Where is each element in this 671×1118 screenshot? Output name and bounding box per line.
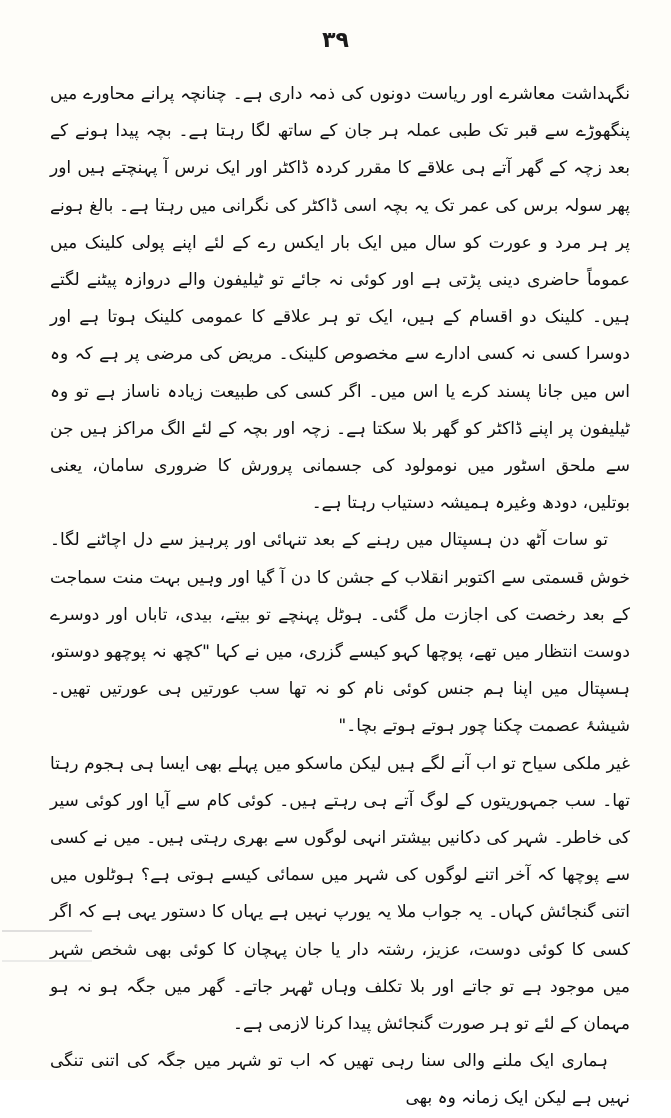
paragraph-acquaintance: ہماری ایک ملنے والی سنا رہی تھیں کہ اب تو شہر میں جگہ کی اتنی تنگی نہیں ہے لیکن ایک زمانہ وہ بھی — [50, 1051, 630, 1109]
paragraph-healthcare: نگہداشت معاشرے اور ریاست دونوں کی ذمہ داری ہے۔ چنانچہ پرانے محاورے میں پنگھوڑے سے قبر تک طبی عملہ ہر جان کے ساتھ لگا رہتا ہے۔ بچہ پیدا ہونے کے بعد زچہ کے گھر آتے ہی علاقے کا مقرر کردہ ڈاکٹر اور ایک نرس آ پہنچتے ہیں اور پھر سولہ برس کی عمر تک یہ بچہ اسی ڈاکٹر کی نگرانی میں رہتا ہے۔ بالغ ہونے پر ہر مرد و عورت کو سال میں ایک بار ایکس رے کے لئے اپنے پولی کلینک میں عموماً حاضری دینی پڑتی ہے اور کوئی نہ جائے تو ٹیلیفون والے دروازہ پیٹنے لگتے ہیں۔ کلینک دو اقسام کے ہیں، ایک تو ہر علاقے کا عمومی کلینک ہوتا ہے اور دوسرا کسی نہ کسی ادارے سے مخصوص کلینک۔ مریض کی مرضی پر ہے کہ وہ اس میں جانا پسند کرے یا اس میں۔ اگر کسی کی طبیعت زیادہ ناساز ہے تو وہ ٹیلیفون پر اپنے ڈاکٹر کو گھر بلا سکتا ہے۔ زچہ اور بچہ کے لئے الگ مراکز ہیں جن سے ملحق اسٹور میں نومولود کی جسمانی پرورش کا ضروری سامان، یعنی بوتلیں، دودھ وغیرہ ہمیشہ دستیاب رہتا ہے۔ — [50, 84, 630, 514]
paragraph-foreign-visitors: غیر ملکی سیاح تو اب آنے لگے ہیں لیکن ماسکو میں پہلے بھی ایسا ہی ہجوم رہتا تھا۔ سب جمہوریتوں کے لوگ آتے ہی رہتے ہیں۔ کوئی کام سے آیا اور کوئی سیر کی خاطر۔ شہر کی دکانیں بیشتر انہی لوگوں سے بھری رہتی ہیں۔ میں نے کسی سے پوچھا کہ آخر اتنے لوگوں کی شہر میں سمائی کیسے ہوتی ہے؟ ہوٹلوں میں اتنی گنجائش کہاں۔ یہ جواب ملا یہ یورپ نہیں ہے یہاں کا دستور یہی ہے کہ اگر کسی کا کوئی دوست، عزیز، رشتہ دار یا جان پہچان کا کوئی بھی شخص شہر میں موجود ہے تو جاتے اور بلا تکلف وہاں ٹھہر جاتے۔ گھر میں جگہ ہو نہ ہو مہمان کے لئے تو ہر صورت گنجائش پیدا کرنا لازمی ہے۔ — [50, 753, 630, 1035]
page-number: ۳۹ — [322, 28, 349, 53]
page-body — [50, 76, 630, 1118]
paragraph-hospital-stay: تو سات آٹھ دن ہسپتال میں رہنے کے بعد تنہائی اور پرہیز سے دل اچاٹنے لگا۔ خوش قسمتی سے اکتوبر انقلاب کے جشن کا دن آ گیا اور وہیں بہت منت سماجت کے بعد رخصت کی اجازت مل گئی۔ ہوٹل پہنچے تو بیتے، بیدی، تاباں اور دوسرے دوست انتظار میں تھے، پوچھا کہو کیسے گزری، میں نے کہا "کچھ نہ پوچھو دوستو، ہسپتال میں اپنا ہم جنس کوئی نام کو نہ تھا سب عورتیں ہی عورتیں تھیں۔ شیشۂ عصمت چکنا چور ہوتے ہوتے بچا۔" — [50, 530, 630, 737]
scan-margin-mark — [2, 930, 92, 962]
